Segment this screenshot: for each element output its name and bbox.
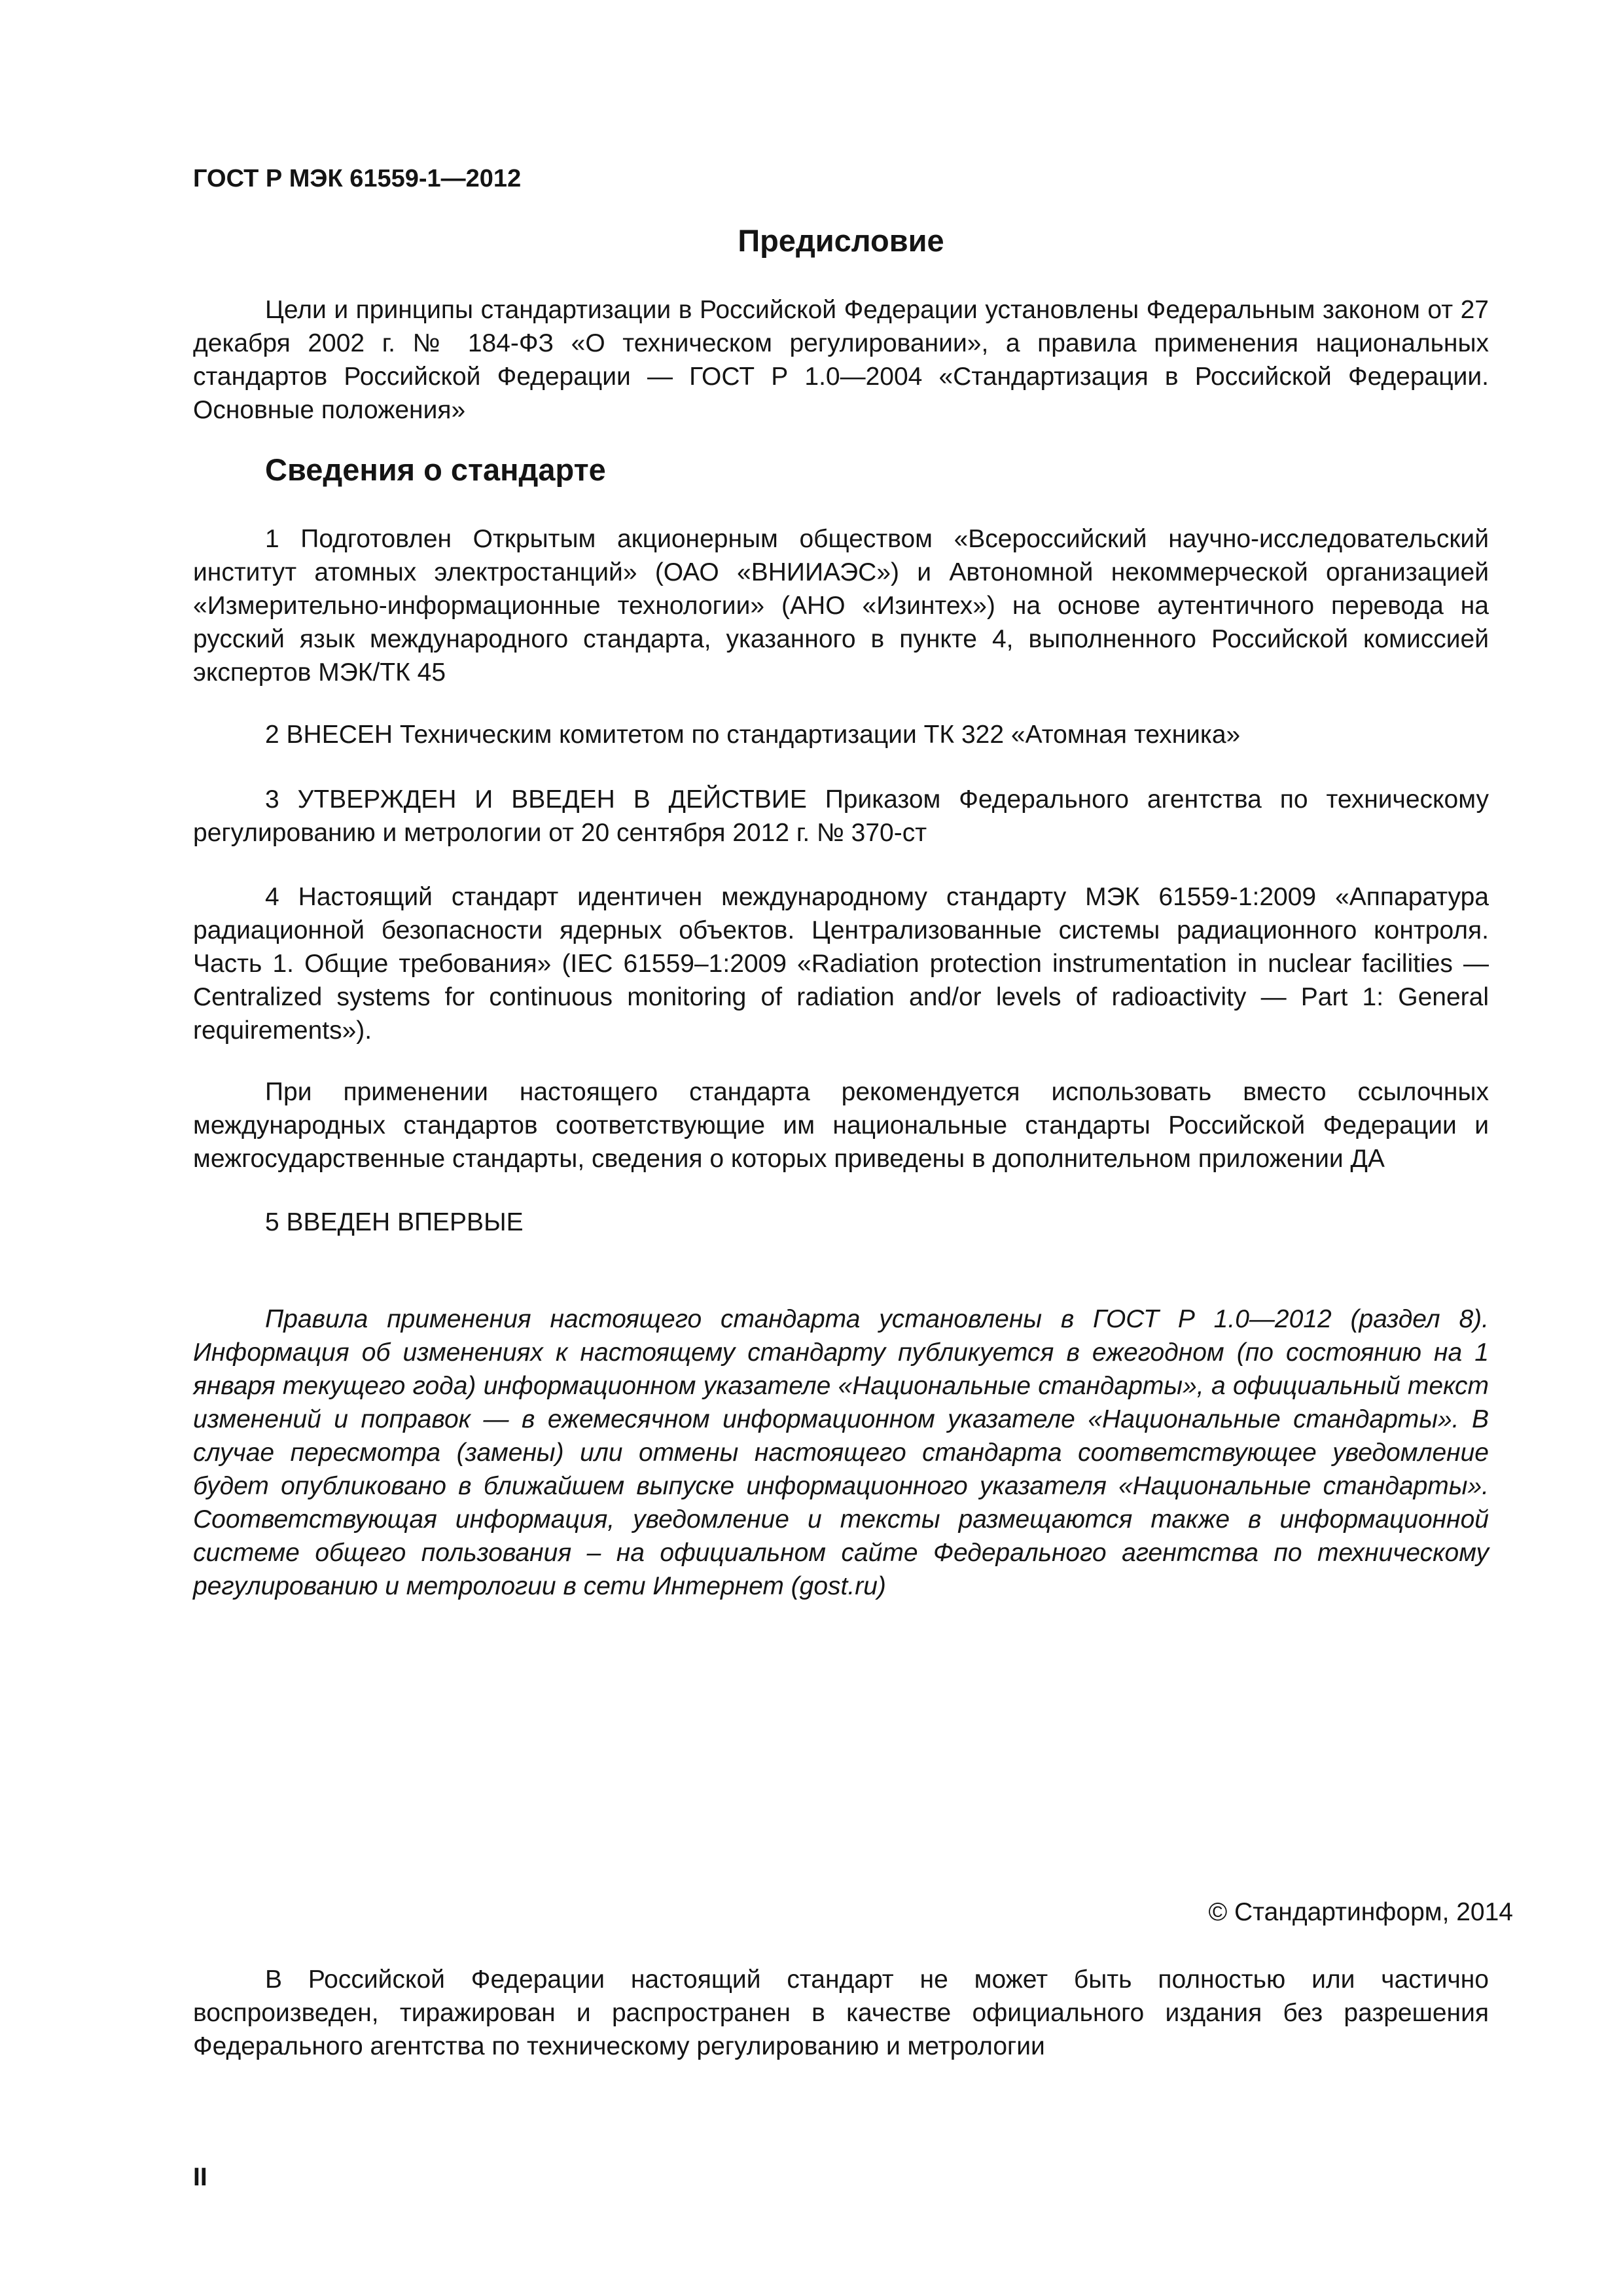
standard-info-item-4: 4 Настоящий стандарт идентичен международному стандарту МЭК 61559-1:2009 «Аппаратура радиационной безопасности ядерных объектов. Централизованные системы радиационного контроля. Часть 1. Общие требования» (IEC 61559–1:2009 «Radiation protection instrumentation in nuclear facilities — Centralized systems for continuous monitoring of radiation and/or levels of radioactivity — Part 1: General requirements»). [193, 883, 1489, 1045]
standard-info-item-2: 2 ВНЕСЕН Техническим комитетом по стандартизации ТК 322 «Атомная техника» [265, 721, 1241, 749]
reproduction-notice: В Российской Федерации настоящий стандарт не может быть полностью или частично воспроизведен, тиражирован и распространен в качестве официального издания без разрешения Федерального агентства по техническому регулированию и метрологии [193, 1965, 1489, 2060]
document-code-header: ГОСТ Р МЭК 61559-1—2012 [193, 165, 522, 192]
standard-info-title: Сведения о стандарте [265, 452, 606, 487]
standard-info-item-4-note: При применении настоящего стандарта рекомендуется использовать вместо ссылочных международных стандартов соответствующие им национальные стандарты Российской Федерации и межгосударственные стандарты, сведения о которых приведены в дополнительном приложении ДА [193, 1078, 1489, 1173]
rules-note: Правила применения настоящего стандарта установлены в ГОСТ Р 1.0—2012 (раздел 8). Информация об изменениях к настоящему стандарту публикуется в ежегодном (по состоянию на 1 января текущего года) информационном указателе «Национальные стандарты», а официальный текст изменений и поправок — в ежемесячном информационном указателе «Национальные стандарты». В случае пересмотра (замены) или отмены настоящего стандарта соответствующее уведомление будет опубликовано в ближайшем выпуске информационного указателя «Национальные стандарты». Соответствующая информация, уведомление и тексты размещаются также в информационной системе общего пользования – на официальном сайте Федерального агентства по техническому регулированию и метрологии в сети Интернет (gost.ru) [193, 1305, 1489, 1600]
foreword-paragraph: Цели и принципы стандартизации в Российской Федерации установлены Федеральным законом от 27 декабря 2002 г. № 184-ФЗ «О техническом регулировании», а правила применения национальных стандартов Российской Федерации — ГОСТ Р 1.0—2004 «Стандартизация в Российской Федерации. Основные положения» [193, 296, 1489, 424]
page-number: II [193, 2163, 207, 2191]
standard-info-item-1: 1 Подготовлен Открытым акционерным обществом «Всероссийский научно-исследовательский институт атомных электростанций» (ОАО «ВНИИАЭС») и Автономной некоммерческой организацией «Измерительно-информационные технологии» (АНО «Изинтех») на основе аутентичного перевода на русский язык международного стандарта, указанного в пункте 4, выполненного Российской комиссией экспертов МЭК/ТК 45 [193, 525, 1489, 687]
foreword-title: Предисловие [738, 223, 944, 258]
standard-info-item-3: 3 УТВЕРЖДЕН И ВВЕДЕН В ДЕЙСТВИЕ Приказом Федерального агентства по техническому регулированию и метрологии от 20 сентября 2012 г. № 370-ст [193, 785, 1489, 847]
standard-info-item-5: 5 ВВЕДЕН ВПЕРВЫЕ [265, 1208, 524, 1236]
copyright-notice: © Стандартинформ, 2014 [1208, 1898, 1513, 1926]
